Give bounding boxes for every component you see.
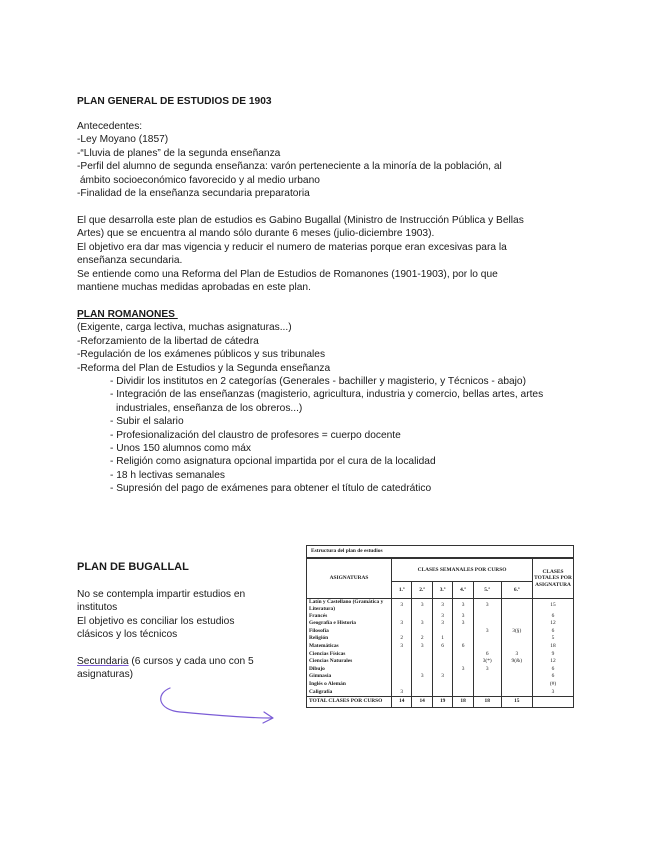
intro-line: El que desarrolla este plan de estudios es Gabino Bugallal (Ministro de Instrucción Pública y Bellas xyxy=(77,215,524,226)
hours-cell xyxy=(453,658,473,666)
hours-cell xyxy=(501,599,532,613)
hours-cell: 3 xyxy=(392,599,412,613)
table-row xyxy=(307,673,574,681)
hours-cell xyxy=(473,673,501,681)
table-caption: Estructura del plan de estudios xyxy=(307,546,574,559)
subject-total: 15 xyxy=(533,599,574,613)
secundaria-rest: (6 cursos y cada uno con 5 xyxy=(128,655,254,667)
hours-cell: 9(&) xyxy=(501,658,532,666)
intro-line: Se entiende como una Reforma del Plan de Estudios de Romanones (1901-1903), por lo que xyxy=(77,268,498,280)
subject-name: Latín y Castellano (Gramática y Literatura) xyxy=(307,599,392,613)
hours-cell xyxy=(473,635,501,643)
hours-cell xyxy=(453,635,473,643)
hours-cell xyxy=(501,620,532,628)
subject-total: 6 xyxy=(533,627,574,635)
total-cell: 14 xyxy=(392,696,412,707)
total-cell: 15 xyxy=(501,696,532,707)
total-label: TOTAL CLASES POR CURSO xyxy=(307,696,392,707)
hours-cell xyxy=(412,681,432,689)
hours-cell xyxy=(412,627,432,635)
header-course-1: 1.º xyxy=(392,582,412,599)
table-row xyxy=(307,681,574,689)
hours-cell xyxy=(453,673,473,681)
table-row xyxy=(307,620,574,628)
subject-total: (#) xyxy=(533,681,574,689)
hours-cell xyxy=(473,681,501,689)
hours-cell: 3 xyxy=(432,673,452,681)
hours-cell: 3 xyxy=(412,599,432,613)
hours-cell: 3 xyxy=(473,665,501,673)
bugallal-line: institutos xyxy=(77,602,118,614)
hours-cell xyxy=(412,650,432,658)
total-empty-cell xyxy=(533,696,574,707)
hours-cell xyxy=(453,688,473,696)
hours-cell: 3 xyxy=(501,650,532,658)
table-row xyxy=(307,650,574,658)
subject-total: 18 xyxy=(533,643,574,651)
hours-cell: 3 xyxy=(432,599,452,613)
table-row xyxy=(307,599,574,613)
hours-cell xyxy=(453,650,473,658)
study-plan-table xyxy=(306,545,574,708)
hours-cell: 6 xyxy=(473,650,501,658)
romanones-subitem: - Unos 150 alumnos como máx xyxy=(110,443,251,455)
romanones-section xyxy=(77,308,597,496)
hours-cell: 3(*) xyxy=(473,658,501,666)
hours-cell xyxy=(453,627,473,635)
study-plan-table-image xyxy=(306,545,574,761)
secundaria-line xyxy=(77,655,292,668)
subject-name: Inglés o Alemán xyxy=(307,681,392,689)
table-row xyxy=(307,643,574,651)
bugallal-line: No se contempla impartir estudios en xyxy=(77,589,246,600)
header-clases-semanales: CLASES SEMANALES POR CURSO xyxy=(392,558,533,582)
hours-cell: 3 xyxy=(432,620,452,628)
hours-cell xyxy=(501,673,532,681)
romanones-heading: PLAN ROMANONES xyxy=(77,309,178,320)
subject-name: Gimnasia xyxy=(307,673,392,681)
romanones-subitem: - Subir el salario xyxy=(110,416,184,428)
table-total-row xyxy=(307,696,574,707)
hours-cell: 2 xyxy=(412,635,432,643)
total-cell: 18 xyxy=(473,696,501,707)
romanones-subitem: - Profesionalización del claustro de profesores = cuerpo docente xyxy=(110,429,401,441)
intro-line: mantiene muchas medidas aprobadas en este plan. xyxy=(77,282,311,294)
hours-cell: 3 xyxy=(392,643,412,651)
romanones-line: -Regulación de los exámenes públicos y sus tribunales xyxy=(77,349,326,361)
romanones-subitem: - Religión como asignatura opcional impartida por el cura de la localidad xyxy=(110,456,436,468)
hours-cell: 1 xyxy=(432,635,452,643)
hours-cell xyxy=(392,681,412,689)
bugallal-heading: PLAN DE BUGALLAL xyxy=(77,561,189,573)
subject-total: 3 xyxy=(533,688,574,696)
header-clases-totales: CLASES TOTALES POR ASIGNATURA xyxy=(533,558,574,599)
subject-total: 9 xyxy=(533,650,574,658)
hours-cell xyxy=(392,658,412,666)
total-cell: 18 xyxy=(453,696,473,707)
hours-cell xyxy=(501,665,532,673)
hours-cell: 3 xyxy=(453,599,473,613)
header-course-3: 3.º xyxy=(432,582,452,599)
bugallal-line: clásicos y los técnicos xyxy=(77,629,178,641)
antecedentes-heading: Antecedentes: xyxy=(77,121,143,132)
hours-cell xyxy=(392,612,412,620)
total-cell: 14 xyxy=(412,696,432,707)
hours-cell xyxy=(412,612,432,620)
table-row xyxy=(307,612,574,620)
document-title: PLAN GENERAL DE ESTUDIOS DE 1903 xyxy=(77,96,272,107)
subject-name: Dibujo xyxy=(307,665,392,673)
hours-cell: 6 xyxy=(453,643,473,651)
romanones-subitem: - 18 h lectivas semanales xyxy=(110,469,225,481)
romanones-subitems xyxy=(77,375,580,496)
hours-cell xyxy=(412,665,432,673)
subject-total: 6 xyxy=(533,665,574,673)
antecedentes-item: -Ley Moyano (1857) xyxy=(77,134,169,146)
subject-total: 6 xyxy=(533,612,574,620)
header-course-2: 2.º xyxy=(412,582,432,599)
table-row xyxy=(307,665,574,673)
hours-cell xyxy=(392,650,412,658)
hours-cell: 3 xyxy=(412,643,432,651)
hours-cell: 3 xyxy=(473,599,501,613)
secundaria-word: Secundaria xyxy=(77,655,129,667)
hours-cell xyxy=(501,612,532,620)
header-asignaturas: ASIGNATURAS xyxy=(307,558,392,599)
bugallal-text xyxy=(77,588,292,681)
hours-cell xyxy=(501,643,532,651)
romanones-subitem: - Integración de las enseñanzas (magisterio, agricultura, industria y comercio, bellas artes, artes industriales, enseñanza de los obreros...) xyxy=(110,389,544,414)
subject-name: Ciencias Físicas xyxy=(307,650,392,658)
subject-name: Religión xyxy=(307,635,392,643)
hours-cell: 3 xyxy=(453,665,473,673)
header-course-4: 4.º xyxy=(453,582,473,599)
hours-cell xyxy=(501,688,532,696)
hours-cell: 3(§) xyxy=(501,627,532,635)
total-cell: 19 xyxy=(432,696,452,707)
subject-name: Matemáticas xyxy=(307,643,392,651)
hours-cell xyxy=(501,681,532,689)
hours-cell xyxy=(473,612,501,620)
subject-name: Filosofía xyxy=(307,627,392,635)
antecedentes-item: ámbito socioeconómico favorecido y al medio urbano xyxy=(77,174,320,186)
hours-cell xyxy=(432,688,452,696)
romanones-subitem: - Dividir los institutos en 2 categorías (Generales - bachiller y magisterio, y Técnicos - abajo) xyxy=(110,376,526,388)
romanones-line: -Reforma del Plan de Estudios y la Segunda enseñanza xyxy=(77,362,331,374)
hours-cell xyxy=(473,688,501,696)
table-row xyxy=(307,627,574,635)
hours-cell: 3 xyxy=(432,612,452,620)
secundaria-line-2: asignaturas) xyxy=(77,669,134,681)
subject-name: Ciencias Naturales xyxy=(307,658,392,666)
antecedentes-item: -Finalidad de la enseñanza secundaria preparatoria xyxy=(77,188,310,200)
hours-cell xyxy=(473,620,501,628)
romanones-line: (Exigente, carga lectiva, muchas asignaturas...) xyxy=(77,322,292,334)
hours-cell xyxy=(432,627,452,635)
subject-total: 6 xyxy=(533,673,574,681)
hours-cell: 3 xyxy=(453,612,473,620)
antecedentes-section xyxy=(77,120,597,200)
hours-cell xyxy=(473,643,501,651)
handwritten-arrow-icon xyxy=(150,680,280,730)
header-course-6: 6.º xyxy=(501,582,532,599)
intro-paragraph xyxy=(77,214,597,294)
antecedentes-item: -“Lluvia de planes” de la segunda enseñanza xyxy=(77,147,281,159)
hours-cell xyxy=(432,665,452,673)
hours-cell: 3 xyxy=(392,620,412,628)
subject-total: 5 xyxy=(533,635,574,643)
romanones-subitem: - Supresión del pago de exámenes para obtener el título de catedrático xyxy=(110,483,432,495)
hours-cell xyxy=(412,658,432,666)
intro-line: Artes) que se encuentra al mando sólo durante 6 meses (julio-diciembre 1903). xyxy=(77,228,435,240)
hours-cell xyxy=(432,681,452,689)
bugallal-line: El objetivo es conciliar los estudios xyxy=(77,615,235,627)
table-row xyxy=(307,688,574,696)
hours-cell: 3 xyxy=(412,673,432,681)
hours-cell xyxy=(501,635,532,643)
hours-cell: 3 xyxy=(412,620,432,628)
intro-line: enseñanza secundaria. xyxy=(77,255,183,267)
hours-cell xyxy=(432,650,452,658)
header-course-5: 5.º xyxy=(473,582,501,599)
table-row xyxy=(307,635,574,643)
hours-cell xyxy=(412,688,432,696)
subject-name: Caligrafía xyxy=(307,688,392,696)
hours-cell xyxy=(392,665,412,673)
hours-cell: 3 xyxy=(392,688,412,696)
hours-cell: 3 xyxy=(473,627,501,635)
hours-cell xyxy=(392,673,412,681)
hours-cell: 6 xyxy=(432,643,452,651)
table-row xyxy=(307,658,574,666)
hours-cell xyxy=(453,681,473,689)
romanones-line: -Reforzamiento de la libertad de cátedra xyxy=(77,335,259,347)
hours-cell: 3 xyxy=(453,620,473,628)
subject-name: Geografía e Historia xyxy=(307,620,392,628)
antecedentes-item: -Perfil del alumno de segunda enseñanza: varón perteneciente a la minoría de la población, al xyxy=(77,161,502,173)
hours-cell xyxy=(432,658,452,666)
subject-total: 12 xyxy=(533,620,574,628)
subject-name: Francés xyxy=(307,612,392,620)
subject-total: 12 xyxy=(533,658,574,666)
intro-line: El objetivo era dar mas vigencia y reducir el numero de materias porque eran excesivas para la xyxy=(77,241,507,253)
hours-cell: 2 xyxy=(392,635,412,643)
hours-cell xyxy=(392,627,412,635)
